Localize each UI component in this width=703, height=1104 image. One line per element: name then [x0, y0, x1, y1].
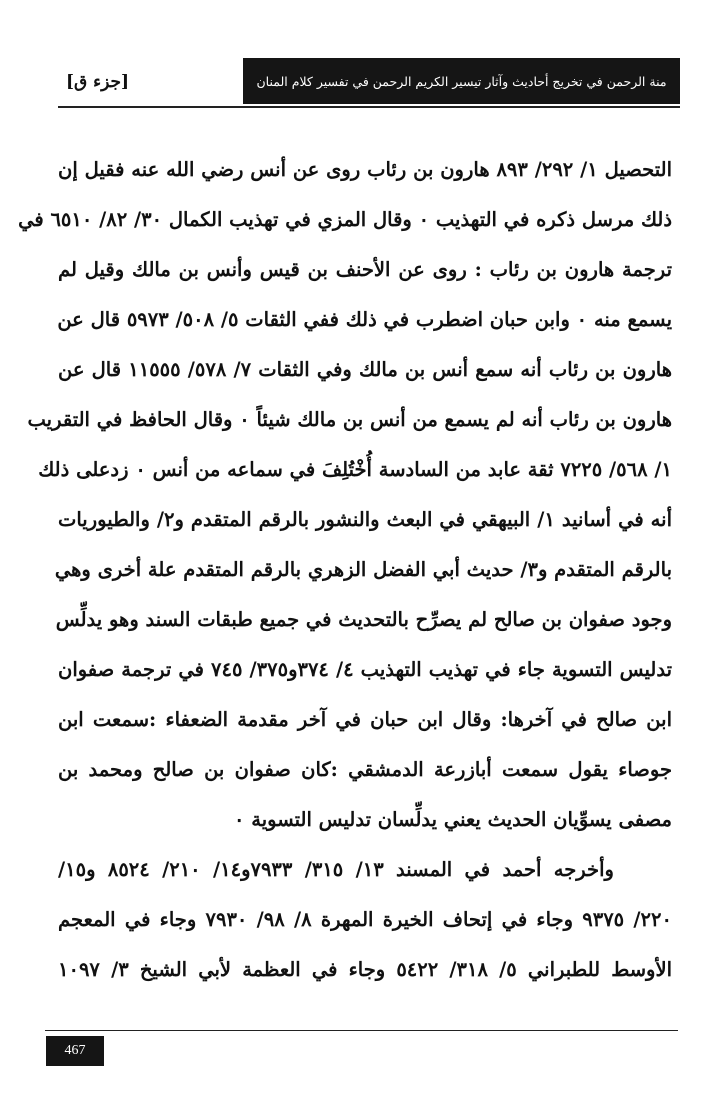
text-line: يسمع منه ٠ وابن حبان اضطرب في ذلك ففي الثقات ٥/ ٥٠٨/ ٥٩٧٣ قال عن — [57, 308, 672, 331]
page-body — [18, 145, 672, 995]
text-line: هارون بن رئاب أنه سمع أنس بن مالك وفي الثقات ٧/ ٥٧٨/ ١١٥٥٥ قال عن — [58, 358, 672, 381]
text-line: ترجمة هارون بن رئاب : روى عن الأحنف بن قيس وأنس بن مالك وقيل لم — [58, 258, 672, 281]
text-line: ١/ ٥٦٨/ ٧٢٢٥ ثقة عابد من السادسة أُخْتُلِفَ في سماعه من أنس ٠ زدعلى ذلك — [38, 458, 672, 481]
page-number: 467 — [64, 1043, 86, 1058]
footer-divider — [45, 1030, 678, 1031]
text-line: مصفى يسوِّيان الحديث يعني يدلِّسان تدليس التسوية ٠ — [234, 808, 672, 831]
text-line: ابن صالح في آخرها: وقال ابن حبان في آخر مقدمة الضعفاء :سمعت ابن — [58, 708, 672, 731]
book-title: منة الرحمن في تخريج أحاديث وآثار تيسير الكريم الرحمن في تفسير كلام المنان — [256, 73, 667, 89]
text-line: ٢٢٠/ ٩٣٧٥ وجاء في إتحاف الخيرة المهرة ٨/ ٩٨/ ٧٩٣٠ وجاء في المعجم — [58, 908, 672, 931]
page-header — [58, 58, 680, 108]
text-line: وجود صفوان بن صالح لم يصرِّح بالتحديث في جميع طبقات السند وهو يدلِّس — [55, 608, 672, 631]
text-line: وأخرجه أحمد في المسند ١٣/ ٣١٥/ ٧٩٣٣و١٤/ ٢١٠/ ٨٥٢٤ و١٥/ — [58, 858, 614, 881]
text-line: ذلك مرسل ذكره في التهذيب ٠ وقال المزي في تهذيب الكمال ٣٠/ ٨٢/ ٦٥١٠ في — [18, 208, 672, 231]
text-line: بالرقم المتقدم و٣/ حديث أبي الفضل الزهري بالرقم المتقدم علة أخرى وهي — [54, 558, 672, 581]
text-line: جوصاء يقول سمعت أبازرعة الدمشقي :كان صفوان بن صالح ومحمد بن — [58, 758, 672, 781]
page-number-box — [46, 1036, 104, 1066]
text-line: هارون بن رئاب أنه لم يسمع من أنس بن مالك شيئاً ٠ وقال الحافظ في التقريب — [27, 408, 672, 431]
part-label: [جزء ق] — [66, 72, 130, 92]
book-title-bar — [243, 58, 680, 104]
text-line: التحصيل ١/ ٢٩٢/ ٨٩٣ هارون بن رئاب روى عن أنس رضي الله عنه فقيل إن — [58, 158, 672, 181]
text-line: أنه في أسانيد ١/ البيهقي في البعث والنشور بالرقم المتقدم و٢/ والطيوريات — [58, 508, 672, 531]
text-line: الأوسط للطبراني ٥/ ٣١٨/ ٥٤٢٢ وجاء في العظمة لأبي الشيخ ٣/ ١٠٩٧ — [58, 958, 672, 981]
text-line: تدليس التسوية جاء في تهذيب التهذيب ٤/ ٣٧٤و٣٧٥/ ٧٤٥ في ترجمة صفوان — [58, 658, 672, 681]
